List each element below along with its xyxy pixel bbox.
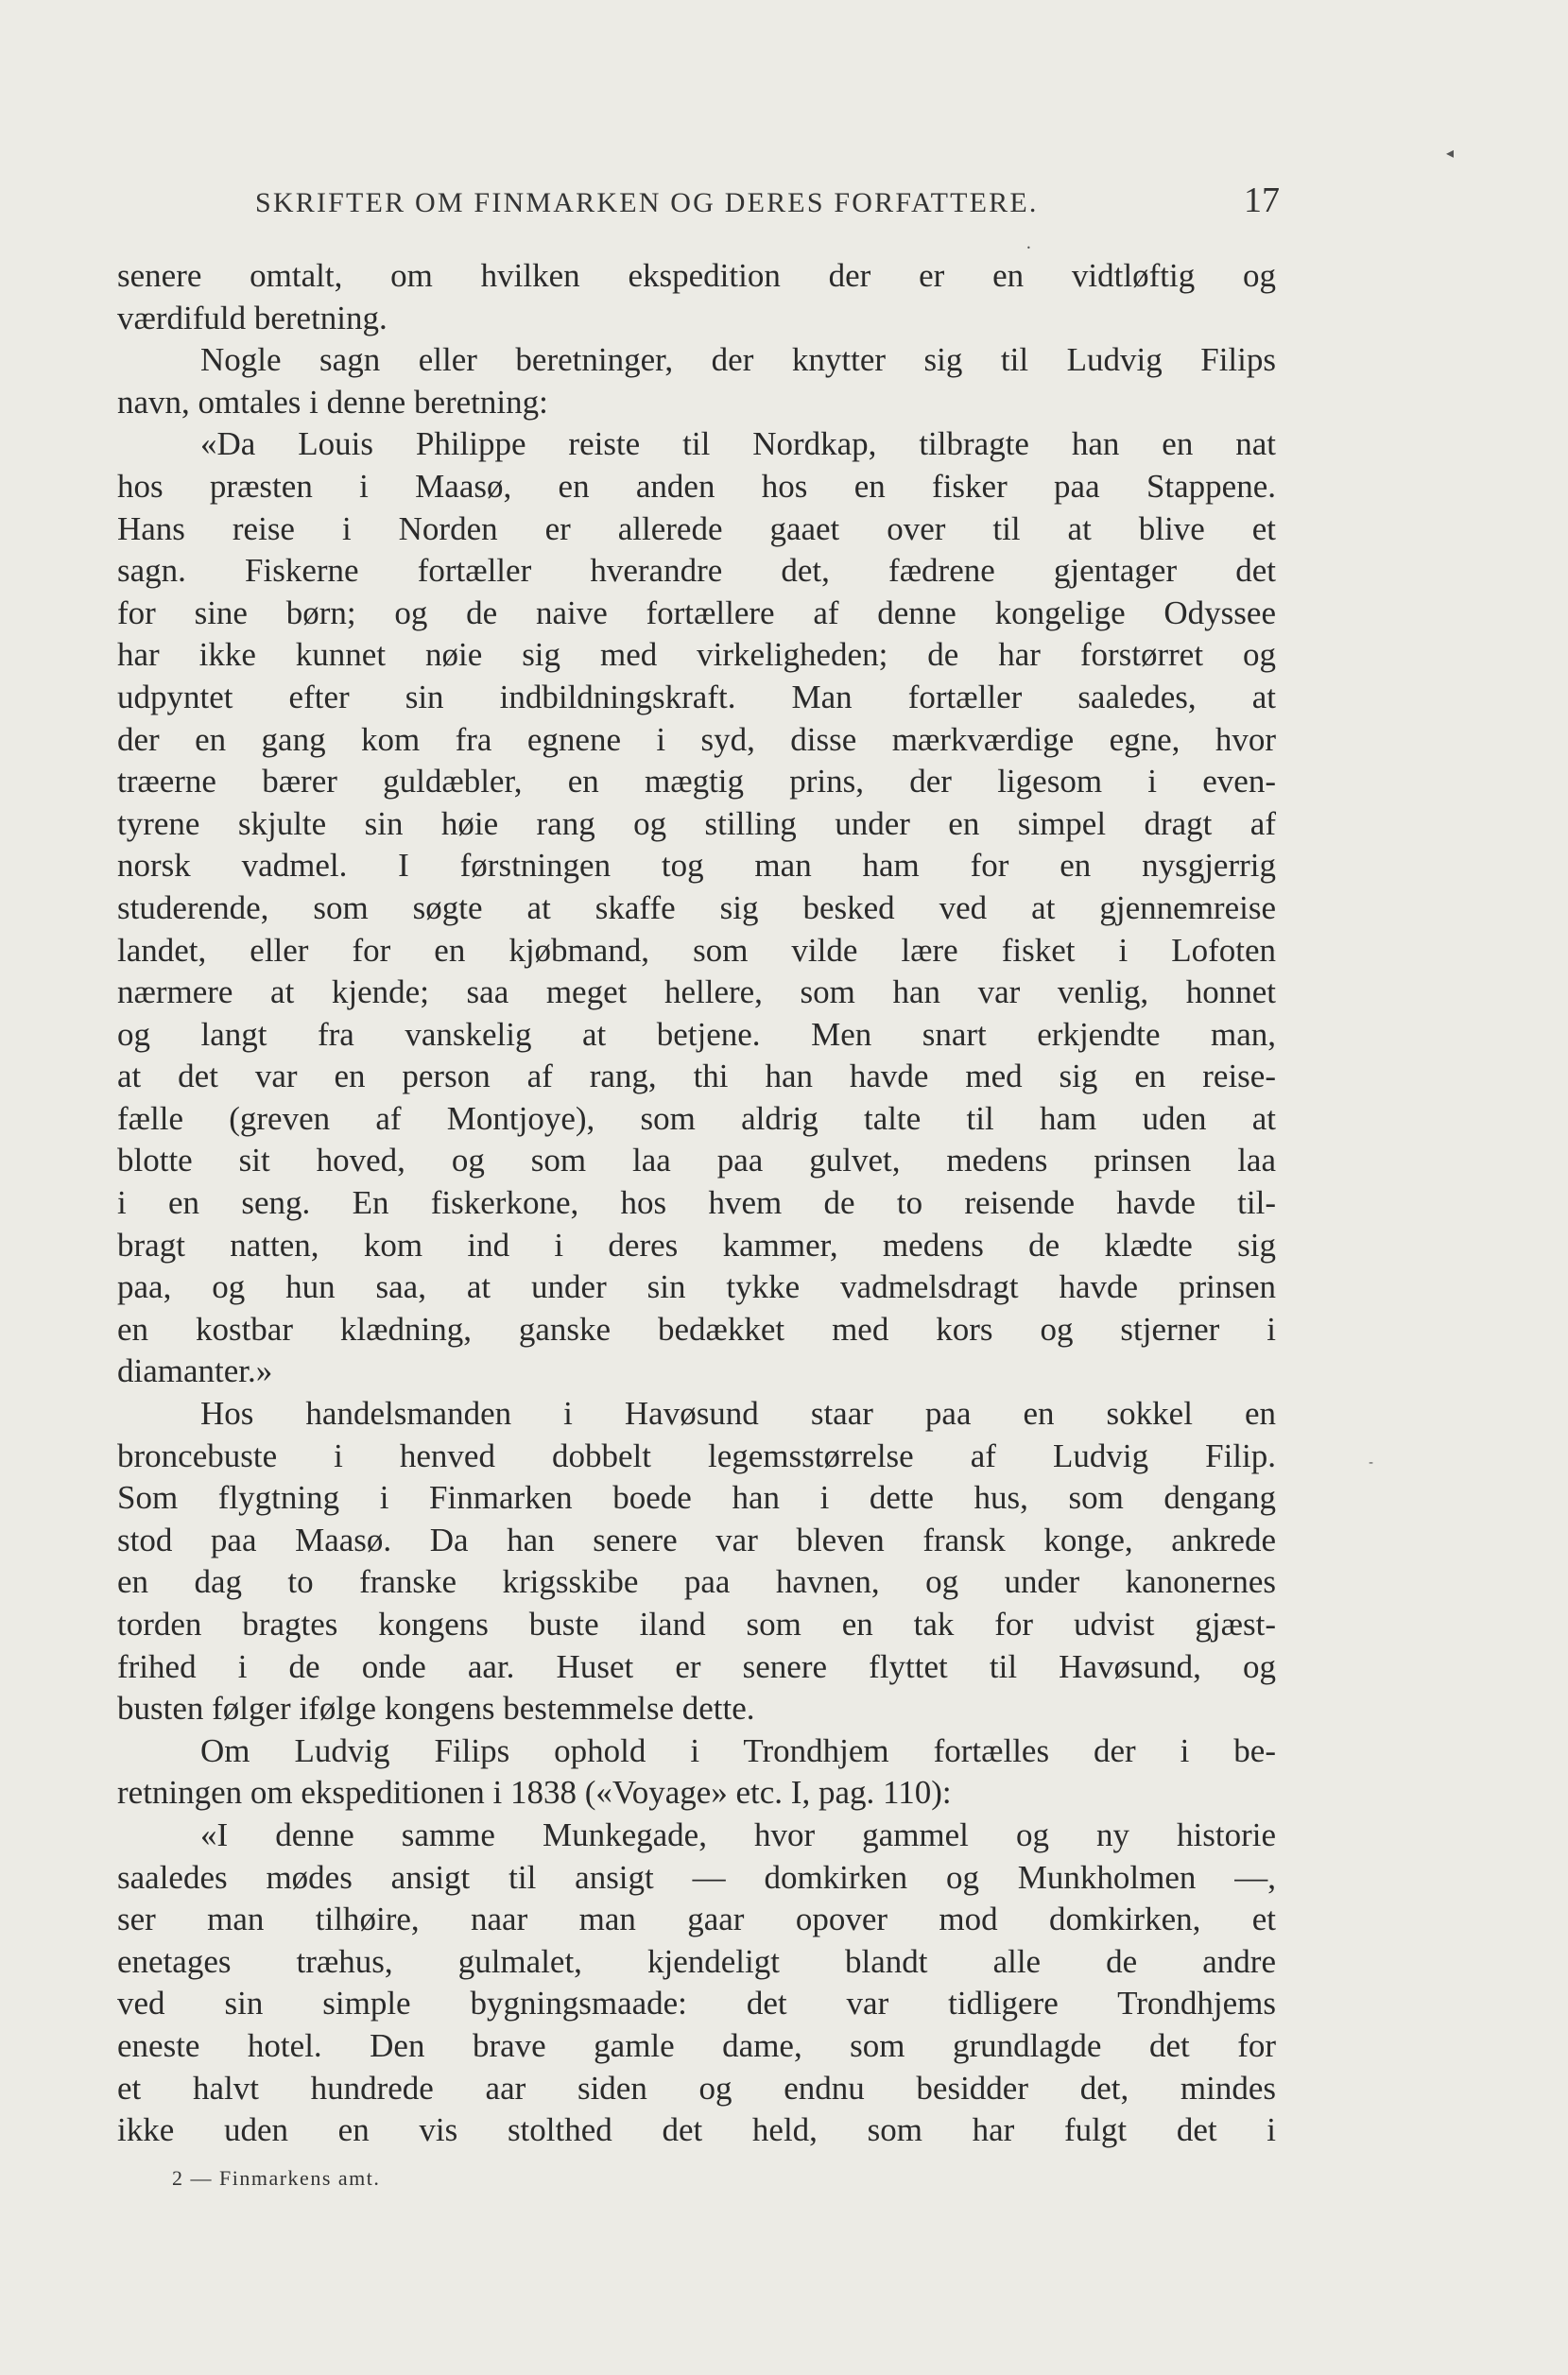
text-line: enetages træhus, gulmalet, kjendeligt blandt alle de andre — [117, 1942, 1276, 1980]
text-line: værdifuld beretning. — [117, 299, 388, 336]
scan-speck: - — [1369, 1455, 1374, 1471]
text-line: udpyntet efter sin indbildningskraft. Man fortæller saaledes, at — [117, 678, 1276, 715]
text-line: en kostbar klædning, ganske bedækket med kors og stjerner i — [117, 1310, 1276, 1348]
text-line: Hans reise i Norden er allerede gaaet over til at blive et — [117, 509, 1276, 547]
text-line: torden bragtes kongens buste iland som en tak for udvist gjæst- — [117, 1606, 1276, 1643]
text-line: i en seng. En fiskerkone, hos hvem de to reisende havde til- — [117, 1184, 1276, 1222]
text-line: sagn. Fiskerne fortæller hverandre det, fædrene gjentager det — [117, 552, 1276, 590]
text-line: hos præsten i Maasø, en anden hos en fisker paa Stappene. — [117, 467, 1276, 505]
text-line: ved sin simple bygningsmaade: det var tidligere Trondhjems — [117, 1985, 1276, 2022]
text-line: landet, eller for en kjøbmand, som vilde lære fisket i Lofoten — [117, 931, 1276, 969]
page-number: 17 — [1244, 181, 1280, 220]
body-text — [117, 255, 1276, 2152]
scan-speck: • — [1026, 244, 1031, 252]
text-line: paa, og hun saa, at under sin tykke vadmelsdragt havde prinsen — [117, 1268, 1276, 1306]
text-line: senere omtalt, om hvilken ekspedition der er en vidtløftig og — [117, 257, 1276, 294]
text-line: ser man tilhøire, naar man gaar opover mod domkirken, et — [117, 1901, 1276, 1938]
text-line: Hos handelsmanden i Havøsund staar paa en sokkel en — [200, 1395, 1276, 1433]
text-line: busten følger ifølge kongens bestemmelse dette. — [117, 1690, 755, 1728]
text-line: studerende, som søgte at skaffe sig besked ved at gjennemreise — [117, 888, 1276, 926]
text-line: ikke uden en vis stolthed det held, som har fulgt det i — [117, 2111, 1276, 2149]
text-line: bragt natten, kom ind i deres kammer, medens de klædte sig — [117, 1226, 1276, 1264]
text-line: stod paa Maasø. Da han senere var bleven fransk konge, ankrede — [117, 1521, 1276, 1558]
header-title: SKRIFTER OM FINMARKEN OG DERES FORFATTERE. — [255, 187, 1039, 218]
text-line: at det var en person af rang, thi han havde med sig en reise- — [117, 1058, 1276, 1095]
text-line: tyrene skjulte sin høie rang og stilling under en simpel dragt af — [117, 804, 1276, 842]
text-line: frihed i de onde aar. Huset er senere flyttet til Havøsund, og — [117, 1647, 1276, 1685]
text-line: en dag to franske krigsskibe paa havnen, og under kanonernes — [117, 1563, 1276, 1601]
text-line: broncebuste i henved dobbelt legemsstørrelse af Ludvig Filip. — [117, 1437, 1276, 1474]
text-line: eneste hotel. Den brave gamle dame, som grundlagde det for — [117, 2026, 1276, 2064]
text-line: diamanter.» — [117, 1352, 273, 1390]
signature-mark: 2 — Finmarkens amt. — [172, 2166, 381, 2190]
text-line: der en gang kom fra egnene i syd, disse mærkværdige egne, hvor — [117, 720, 1276, 758]
text-line: fælle (greven af Montjoye), som aldrig talte til ham uden at — [117, 1099, 1276, 1137]
text-line: træerne bærer guldæbler, en mægtig prins, der ligesom i even- — [117, 763, 1276, 800]
text-line: Som flygtning i Finmarken boede han i dette hus, som dengang — [117, 1479, 1276, 1517]
text-line: et halvt hundrede aar siden og endnu besidder det, mindes — [117, 2069, 1276, 2107]
text-line: for sine børn; og de naive fortællere af denne kongelige Odyssee — [117, 594, 1276, 631]
text-line: Om Ludvig Filips ophold i Trondhjem fortælles der i be- — [200, 1731, 1276, 1769]
text-line: saaledes mødes ansigt til ansigt — domkirken og Munkholmen —, — [117, 1858, 1276, 1896]
text-line: norsk vadmel. I førstningen tog man ham for en nysgjerrig — [117, 847, 1276, 885]
text-line: retningen om ekspeditionen i 1838 («Voyage» etc. I, pag. 110): — [117, 1774, 952, 1812]
text-line: og langt fra vanskelig at betjene. Men snart erkjendte man, — [117, 1015, 1276, 1053]
text-line: «I denne samme Munkegade, hvor gammel og ny historie — [200, 1816, 1276, 1853]
running-header — [255, 180, 1280, 227]
text-line: navn, omtales i denne beretning: — [117, 383, 548, 421]
text-line: nærmere at kjende; saa meget hellere, som han var venlig, honnet — [117, 973, 1276, 1011]
text-line: har ikke kunnet nøie sig med virkeligheden; de har forstørret og — [117, 636, 1276, 674]
text-line: Nogle sagn eller beretninger, der knytter sig til Ludvig Filips — [200, 341, 1276, 379]
text-line: «Da Louis Philippe reiste til Nordkap, tilbragte han en nat — [200, 425, 1276, 463]
scan-speck: ◂ — [1446, 144, 1455, 162]
text-line: blotte sit hoved, og som laa paa gulvet, medens prinsen laa — [117, 1142, 1276, 1179]
